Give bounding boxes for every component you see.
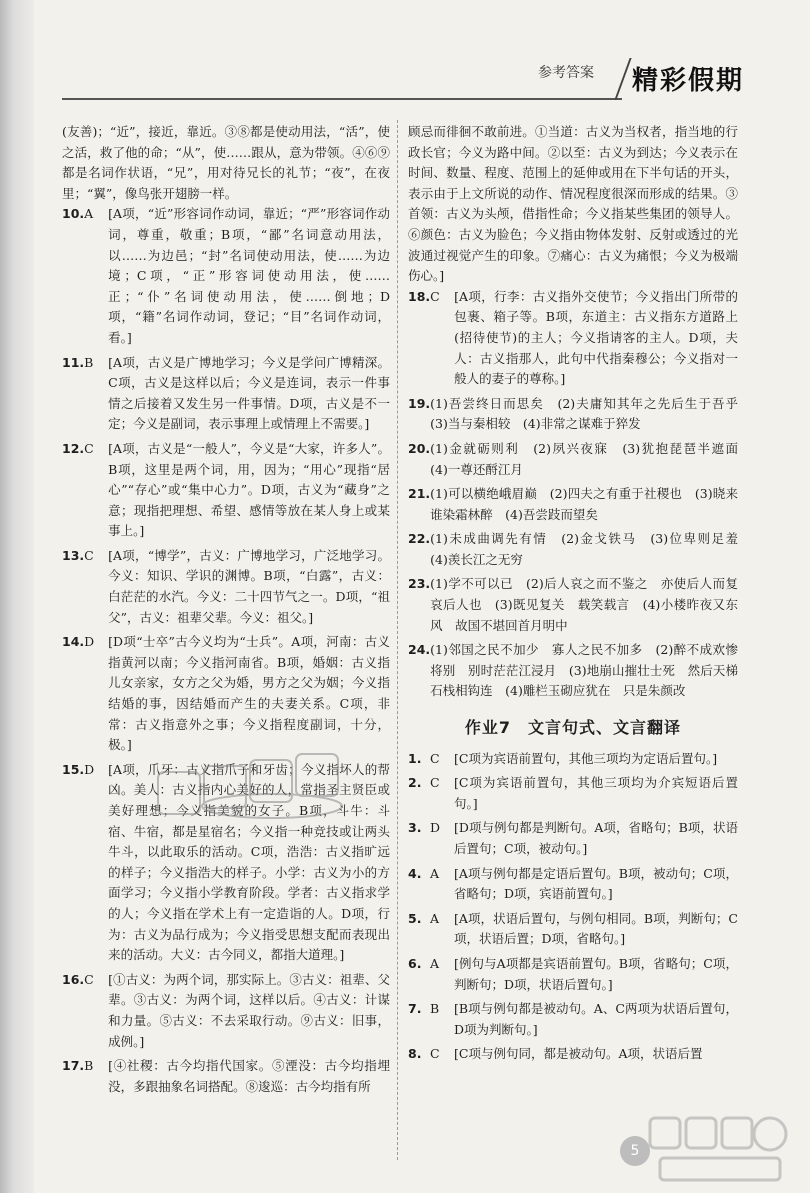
page-number: 5 xyxy=(620,1136,650,1166)
seal-stamp-icon xyxy=(152,742,362,832)
answer-item-choice: D xyxy=(84,634,95,650)
answer-item-number: 19. xyxy=(408,395,431,411)
answer-item-text: [①古义：为两个词，那实际上。③古义：祖辈、父辈。③古义：为两个词，这样以后。④古义：计谋和力量。⑤古义：不去采取行动。⑨古义：旧事，成例。] xyxy=(108,971,390,1049)
answer-item-number: 17. xyxy=(62,1058,85,1074)
answer-item-number: 10. xyxy=(62,206,85,222)
answer-item-number: 13. xyxy=(62,547,85,563)
answer-item-text: [A项与例句都是定语后置句。B项，被动句；C项，省略句；D项，宾语前置句。] xyxy=(454,865,738,902)
section-answer-list xyxy=(408,749,738,1065)
answer-item-choice: A xyxy=(430,865,440,881)
answer-item-choice: A xyxy=(430,955,440,971)
answer-item-number: 6. xyxy=(408,955,422,971)
answer-item-number: 4. xyxy=(408,865,422,881)
answer-item-text: [A项，行李：古义指外交使节；今义指出门所带的包裹、箱子等。B项，东道主：古义指东方道路上(招待使节)的主人；今义指请客的主人。D项，夫人：古义指那人，此句中代指秦穆公；今义指对一般人的妻子的尊称。] xyxy=(454,288,738,387)
answer-item-choice: D xyxy=(84,761,95,777)
answer-item-text: [④社稷：古今均指代国家。⑤湮没：古今均指埋没，多跟抽象名词搭配。⑧逡巡：古今均指有所 xyxy=(108,1058,390,1094)
answer-item-number: 8. xyxy=(408,1046,422,1062)
answer-item-choice: D xyxy=(430,820,441,836)
answer-item-text: [A项，“博学”，古义：广博地学习，广泛地学习。今义：知识、学识的渊博。B项，“白露”，古义：白茫茫的水汽。今义：二十四节气之一。D项，“祖父”，古义：祖辈父辈。今义：祖父。] xyxy=(108,547,390,625)
answer-item xyxy=(408,954,738,995)
answer-item-text: [C项与例句同，都是被动句。A项，状语后置 xyxy=(454,1046,703,1062)
answer-item-text: [A项，“近”形容词作动词，靠近；“严”形容词作动词，尊重，敬重；B项，“鄙”名词意动用法，以……为边邑；“封”名词使动用法，使……为边境；C项，“正”形容词使动用法，使……正；“仆”名词使动用法，使……倒地；D项，“籍”名词作动词，登记；“目”名词作动词，看。] xyxy=(108,206,390,345)
answer-item-text: (1)邻国之民不加少 寡人之民不加多 (2)醉不成欢惨将别 别时茫茫江浸月 (3)地崩山摧壮士死 然后天梯石栈相钩连 (4)雕栏玉砌应犹在 只是朱颜改 xyxy=(430,642,738,699)
answer-item-text: [A项，古义是“一般人”，今义是“大家，许多人”。B项，这里是两个词，用，因为；“用心”现指“居心”“存心”或“集中心力”。D项，古义为“藏身”之意；现指把理想、希望、感情等放在某人身上或某事上。] xyxy=(108,440,390,539)
header-brand-title: 精彩假期 xyxy=(632,66,745,96)
answer-item xyxy=(408,484,738,525)
answer-item xyxy=(408,999,738,1040)
answer-item xyxy=(408,749,738,770)
answer-item-number: 16. xyxy=(62,971,85,987)
answer-item xyxy=(62,1056,390,1097)
answer-item-choice: C xyxy=(84,440,94,456)
answer-item-number: 22. xyxy=(408,531,431,547)
corner-watermark-icon xyxy=(640,1112,800,1188)
answer-item-text: [A项，状语后置句，与例句相同。B项，判断句；C项，状语后置；D项，省略句。] xyxy=(454,910,738,947)
answer-item xyxy=(408,1044,738,1065)
answer-item-text: (1)可以横绝峨眉巅 (2)四夫之有重于社稷也 (3)晓来谁染霜林醉 (4)吾尝跂而望矣 xyxy=(430,486,738,522)
header-rule xyxy=(62,98,622,100)
answer-item-number: 11. xyxy=(62,354,85,370)
answer-item-choice: B xyxy=(430,1001,440,1017)
answer-item-text: (1)吾尝终日而思矣 (2)夫庸知其年之先后生于吾乎 (3)当与秦相较 (4)非常之谋难于猝发 xyxy=(430,395,751,432)
section-title: 作业7 文言句式、文言翻译 xyxy=(464,718,682,738)
answer-item-text: [D项“士卒”古今义均为“士兵”。A项，河南：古义指黄河以南；今义指河南省。B项，婚姻：古义指儿女亲家，女方之父为婚，男方之父为姻；今义指结婚的事，因结婚而产生的夫妻关系。C项，非常：古义指意外之事；今义指程度副词，十分，极。] xyxy=(108,634,390,753)
answer-item-number: 18. xyxy=(408,288,431,304)
left-answer-list xyxy=(62,204,390,1097)
answer-item-text: [A项，古义是广博地学习；今义是学问广博精深。C项，古义是这样以后；今义是连词，表示一件事情之后接着又发生另一件事情。D项，古义是不一定；今义是副词，表示事理上或情理上不需要。] xyxy=(108,354,390,432)
answer-item xyxy=(408,818,738,859)
answer-item-choice: B xyxy=(84,354,94,370)
answer-item-choice: C xyxy=(430,288,440,304)
answer-item-choice: C xyxy=(84,971,94,987)
answer-item-text: (1)学不可以已 (2)后人哀之而不鉴之 亦使后人而复哀后人也 (3)既见复关 载笑载言 (4)小楼昨夜又东风 故国不堪回首月明中 xyxy=(430,576,738,633)
left-intro-paragraph: (友善)；“近”，接近，靠近。③⑧都是使动用法，“活”，使之活，救了他的命；“从”，使……跟从，意为带领。④⑥⑨都是名词作状语，“兄”，用对待兄长的礼节；“夜”，在夜里；“翼”，像鸟张开翅膀一样。 xyxy=(62,124,390,201)
answer-item xyxy=(408,394,751,435)
answer-item xyxy=(62,632,390,756)
answer-item-number: 20. xyxy=(408,440,431,456)
header-reference-label: 参考答案 xyxy=(538,65,594,81)
right-column xyxy=(408,122,751,1069)
page-header xyxy=(62,58,752,102)
answer-item-number: 23. xyxy=(408,576,431,592)
right-answer-list xyxy=(408,287,751,702)
answer-item-text: [A项，爪牙：古义指爪子和牙齿；今义指坏人的帮凶。美人：古义指内心美好的人，常指圣主贤臣或美好理想；今义指美貌的女子。B项，斗牛：斗宿、牛宿，都是星宿名；今义指一种竞技或让两头牛斗，以此取乐的活动。C项，浩浩：古义指旷远的样子；今义指浩大的样子。小学：古义为小的方面学习；今义指小学教育阶段。学者：古义指求学的人；今义指在学术上有一定造诣的人。D项，行为：古义为品行成为；今义指受思想支配而表现出来的活动。大义：古今同义，都指大道理。] xyxy=(108,761,390,963)
answer-item-number: 14. xyxy=(62,634,85,650)
answer-item-choice: A xyxy=(430,910,440,926)
answer-item xyxy=(408,909,738,950)
answer-item-text: [C项为宾语前置句，其他三项均为定语后置句。] xyxy=(454,750,718,766)
answer-item xyxy=(408,439,751,480)
answer-item xyxy=(408,574,738,636)
answer-item-number: 12. xyxy=(62,440,85,456)
answer-item-choice: C xyxy=(430,1046,440,1062)
header-slash-divider xyxy=(614,58,631,100)
answer-item-number: 3. xyxy=(408,820,422,836)
answer-item xyxy=(408,773,738,814)
answer-item xyxy=(408,287,738,390)
answer-item-text: [D项与例句都是判断句。A项，省略句；B项，状语后置句；C项，被动句。] xyxy=(454,820,738,856)
right-intro-paragraph: 顾忌而徘徊不敢前进。①当道：古义为当权者，指当地的行政长官；今义为路中间。②以至：古义为到达；今义表示在时间、数量、程度、范围上的延伸或用在下半句话的开头，表示由于上文所说的动作、情况程度很深而形成的结果。③首领：古义为头颅，借指性命；今义指某些集团的领导人。⑥颜色：古义为脸色；今义指由物体发射、反射或透过的光波通过视觉产生的印象。⑦痛心：古义为痛恨；今义为极端伤心。] xyxy=(408,124,738,284)
answer-item-choice: A xyxy=(84,206,94,222)
answer-item xyxy=(62,439,390,542)
answer-item-number: 1. xyxy=(408,750,422,766)
answer-item xyxy=(408,864,738,905)
left-column xyxy=(62,122,390,1101)
answer-item xyxy=(408,529,751,570)
answer-item-text: [B项与例句都是被动句。A、C两项为状语后置句，D项为判断句。] xyxy=(454,1001,738,1037)
answer-item-number: 5. xyxy=(408,910,422,926)
answer-item xyxy=(408,640,738,702)
answer-item-text: (1)未成曲调先有情 (2)金戈铁马 (3)位卑则足羞 (4)羡长江之无穷 xyxy=(430,531,751,567)
page-binding-shadow xyxy=(0,0,34,1193)
answer-item-choice: C xyxy=(430,750,440,766)
answer-item xyxy=(62,353,390,435)
answer-item-number: 21. xyxy=(408,486,431,502)
answer-item xyxy=(62,204,390,348)
answer-item-choice: B xyxy=(84,1058,94,1074)
answer-item xyxy=(62,546,390,628)
answer-item-number: 2. xyxy=(408,775,422,791)
answer-item-number: 15. xyxy=(62,761,85,777)
answer-item-number: 24. xyxy=(408,642,431,658)
column-divider xyxy=(397,120,398,1160)
answer-item-choice: C xyxy=(430,775,440,791)
answer-item xyxy=(62,970,390,1052)
answer-item-text: [例句与A项都是宾语前置句。B项，省略句；C项，判断句；D项，状语后置句。] xyxy=(454,955,738,992)
answer-item-number: 7. xyxy=(408,1001,422,1017)
answer-item-text: (1)金就砺则利 (2)夙兴夜寐 (3)犹抱琵琶半遮面 (4)一尊还酹江月 xyxy=(430,440,751,477)
answer-item-text: [C项为宾语前置句，其他三项均为介宾短语后置句。] xyxy=(454,775,738,811)
answer-item-choice: C xyxy=(84,547,94,563)
